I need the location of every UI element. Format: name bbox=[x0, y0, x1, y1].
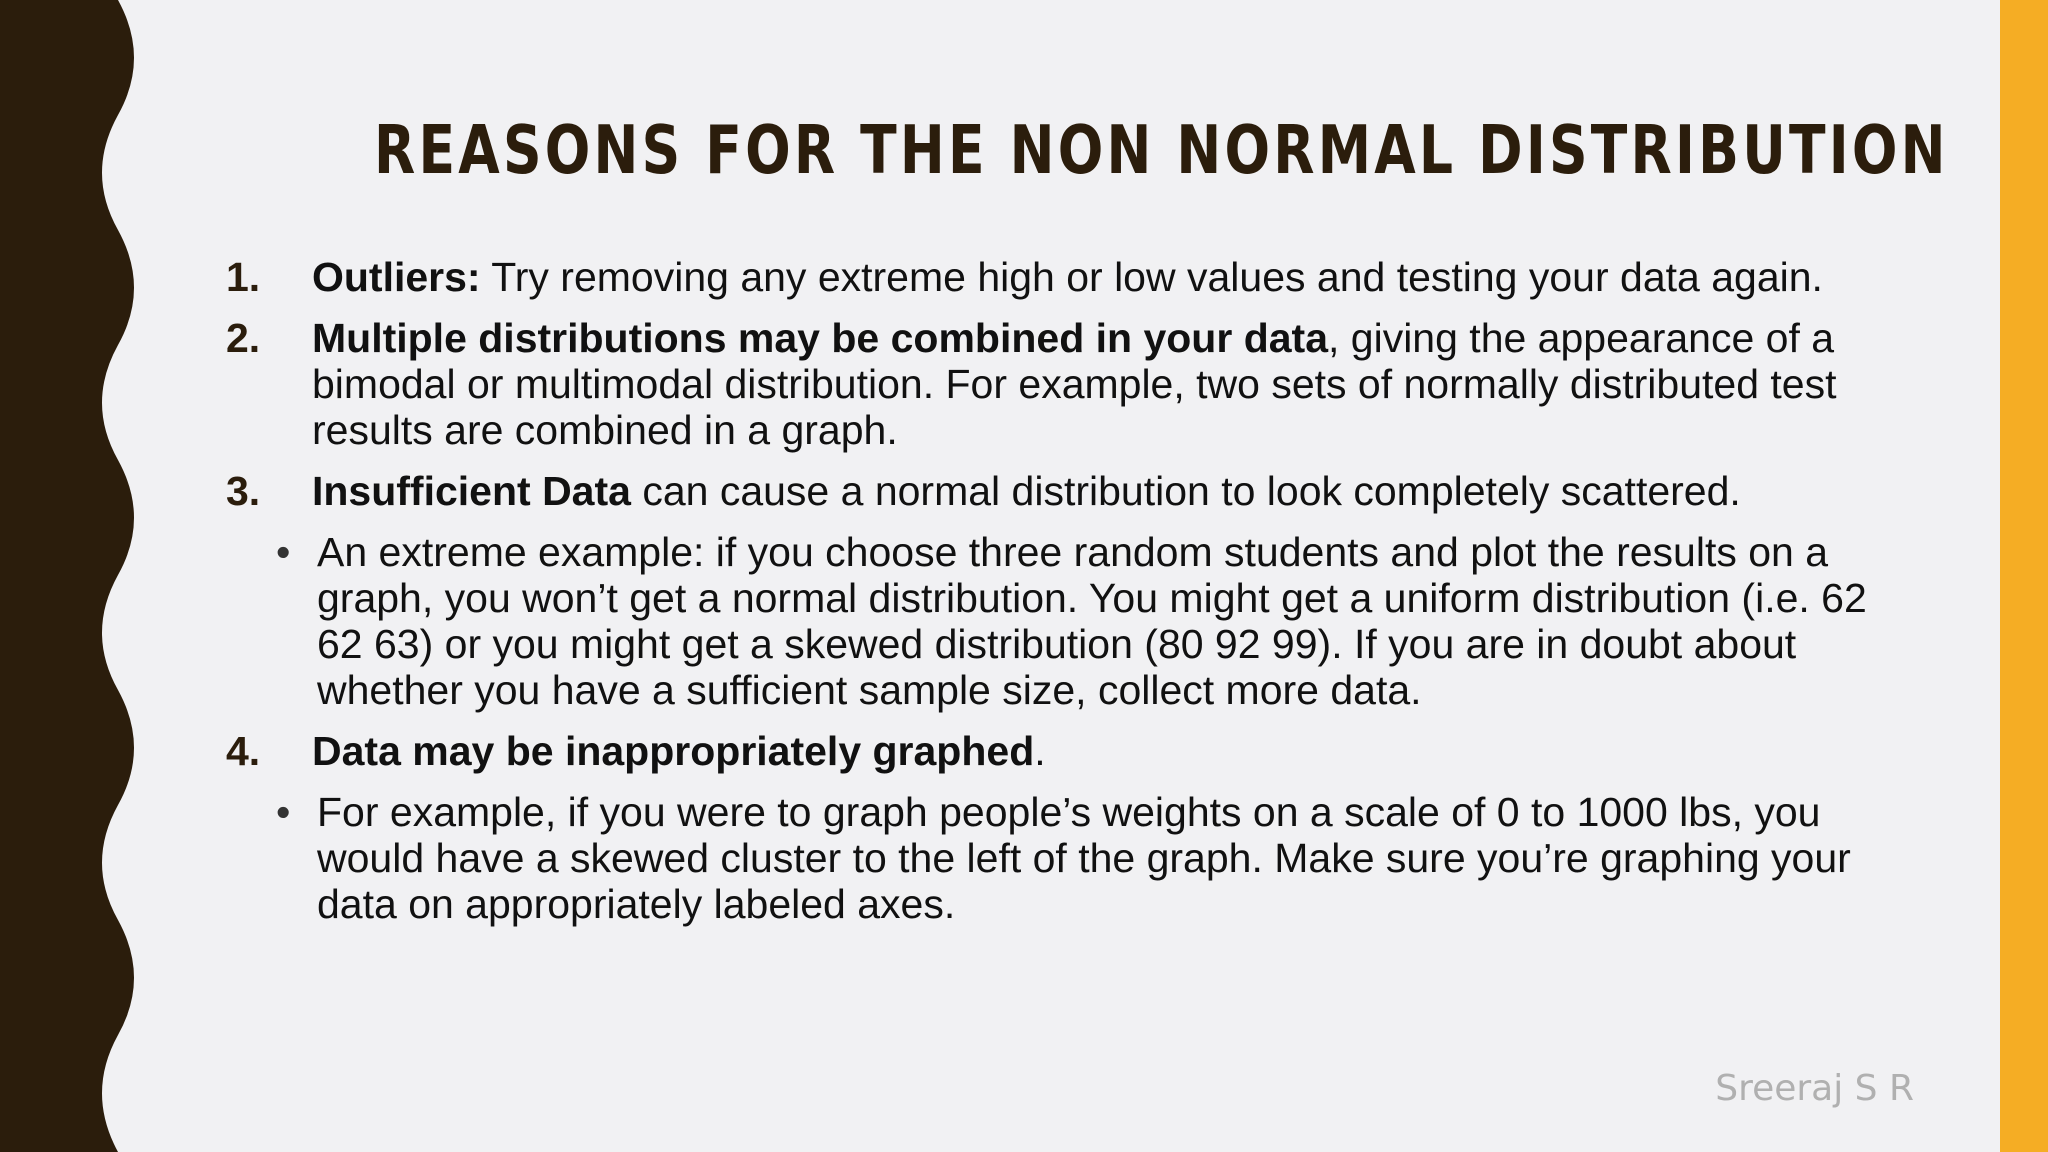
item-text: , giving the appearance of a bimodal or multimodal distribution. For example, two sets of normally distributed test results are combined in a graph. bbox=[312, 315, 1837, 453]
item-text: . bbox=[1034, 728, 1046, 774]
list-item bbox=[200, 468, 1920, 514]
accent-bar bbox=[2000, 0, 2048, 1152]
item-number: 4. bbox=[226, 728, 261, 774]
item-heading: Multiple distributions may be combined in your data bbox=[312, 315, 1328, 361]
sub-bullet-text: An extreme example: if you choose three random students and plot the results on a graph, you won’t get a normal distribution. You might get a uniform distribution (i.e. 62 62 63) or you might get a skewed distribution (80 92 99). If you are in doubt about whether you have a sufficient sample size, collect more data. bbox=[317, 529, 1867, 713]
item-text: can cause a normal distribution to look completely scattered. bbox=[630, 468, 1741, 514]
item-heading: Data may be inappropriately graphed bbox=[312, 728, 1035, 774]
item-number: 2. bbox=[226, 315, 261, 361]
slide-title: REASONS FOR THE NON NORMAL DISTRIBUTION bbox=[374, 111, 1949, 189]
list-item bbox=[200, 728, 1920, 774]
sub-bullet bbox=[200, 529, 1920, 713]
item-number: 1. bbox=[226, 254, 261, 300]
item-number: 3. bbox=[226, 468, 261, 514]
bullet-icon: • bbox=[276, 529, 291, 575]
wave-decoration bbox=[0, 0, 160, 1152]
content-list bbox=[200, 254, 1920, 942]
item-text: Try removing any extreme high or low values and testing your data again. bbox=[480, 254, 1823, 300]
sub-bullet-text: For example, if you were to graph people’s weights on a scale of 0 to 1000 lbs, you would have a skewed cluster to the left of the graph. Make sure you’re graphing your data on appropriately labeled axes. bbox=[317, 789, 1851, 927]
list-item bbox=[200, 254, 1920, 300]
list-item bbox=[200, 315, 1920, 453]
bullet-icon: • bbox=[276, 789, 291, 835]
item-heading: Outliers: bbox=[312, 254, 481, 300]
item-heading: Insufficient Data bbox=[312, 468, 631, 514]
sub-bullet bbox=[200, 789, 1920, 927]
footer-author: Sreeraj S R bbox=[1715, 1068, 1914, 1109]
